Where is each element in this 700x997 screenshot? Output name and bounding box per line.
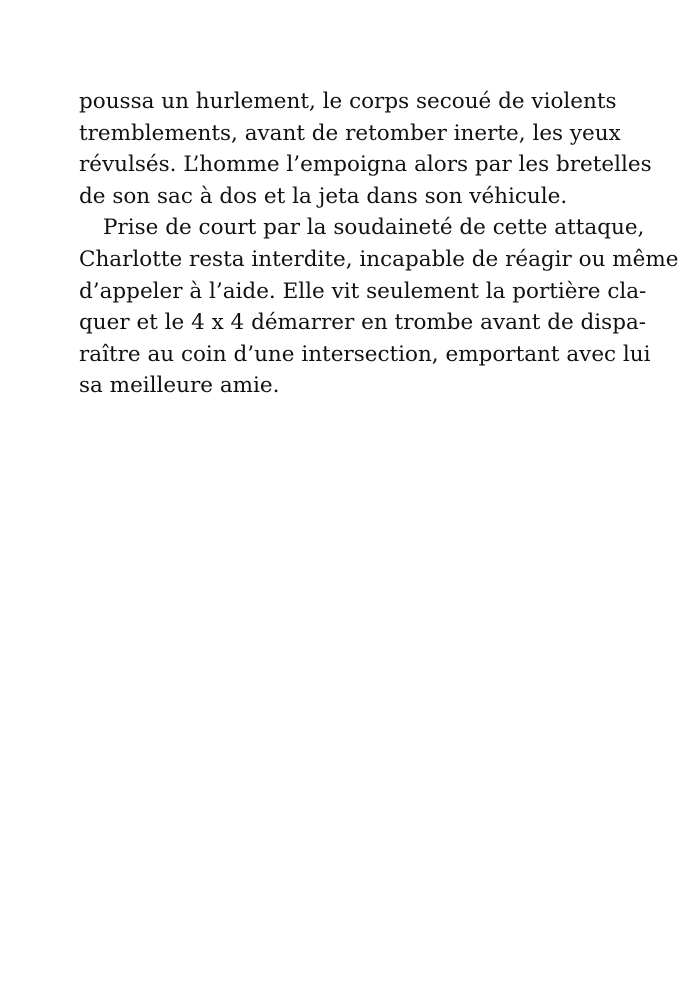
paragraph — [79, 212, 679, 402]
text-line: révulsés. L’homme l’empoigna alors par les bretelles — [79, 152, 652, 178]
text-line: de son sac à dos et la jeta dans son véhicule. — [79, 183, 568, 209]
text-line: raître au coin d’une intersection, emportant avec lui — [79, 341, 651, 367]
text-line: d’appeler à l’aide. Elle vit seulement la portière cla- — [79, 278, 647, 304]
text-line: poussa un hurlement, le corps secoué de violents — [79, 89, 617, 114]
text-line: Charlotte resta interdite, incapable de réagir ou même — [79, 246, 679, 272]
text-line: tremblements, avant de retomber inerte, les yeux — [79, 120, 621, 146]
text-line: quer et le 4 x 4 démarrer en trombe avant de dispa- — [79, 310, 647, 336]
text-line: sa meilleure amie. — [79, 373, 280, 399]
body-text — [79, 86, 679, 402]
paragraph — [79, 86, 652, 212]
text-line: Prise de court par la soudaineté de cette attaque, — [103, 215, 645, 241]
